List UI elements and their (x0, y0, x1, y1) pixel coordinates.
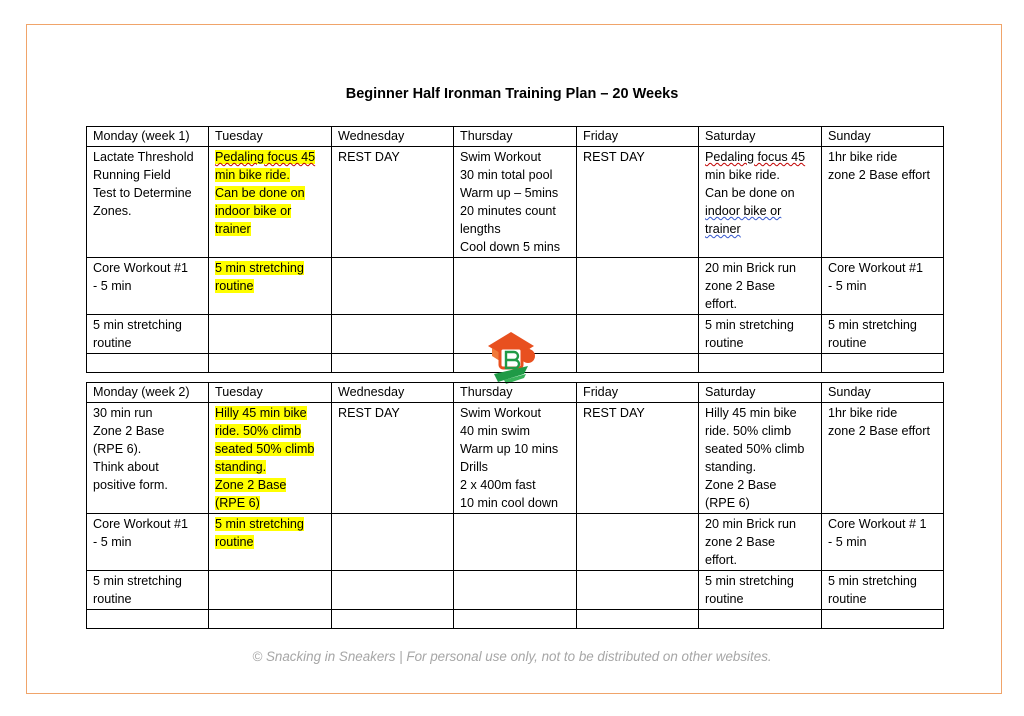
cell-line: Drills (460, 460, 488, 474)
cell-line: 5 min stretching (828, 574, 917, 588)
header-saturday: Saturday (699, 127, 822, 147)
cell-line: Core Workout #1 (93, 261, 188, 275)
cell-friday: REST DAY (577, 403, 699, 514)
cell-line: routine (828, 336, 867, 350)
cell-line: - 5 min (828, 535, 867, 549)
cell-line: standing. (705, 460, 757, 474)
cell-line: Zone 2 Base (215, 478, 287, 492)
cell-monday (87, 571, 209, 610)
cell-line: lengths (460, 222, 501, 236)
cell-line: Can be done on (215, 186, 305, 200)
cell-tuesday (209, 258, 332, 315)
cell-line: - 5 min (93, 279, 132, 293)
cell-tuesday (209, 147, 332, 258)
cell-line: zone 2 Base effort (828, 168, 930, 182)
cell-friday (577, 514, 699, 571)
header-monday: Monday (week 2) (87, 383, 209, 403)
cell-line: seated 50% climb (215, 442, 315, 456)
cell-line: Warm up – 5mins (460, 186, 559, 200)
cell-line: Zone 2 Base (93, 424, 165, 438)
cell-line: Core Workout #1 (828, 261, 923, 275)
table-header-row (87, 383, 944, 403)
cell-friday: REST DAY (577, 147, 699, 258)
copyright-footer: © Snacking in Sneakers | For personal use only, not to be distributed on other websites. (252, 649, 772, 664)
cell-line: trainer (705, 222, 741, 236)
header-wednesday: Wednesday (332, 383, 454, 403)
header-tuesday: Tuesday (209, 127, 332, 147)
cell-line: 30 min total pool (460, 168, 553, 182)
cell-line: (RPE 6). (93, 442, 142, 456)
cell-thursday (454, 571, 577, 610)
cell-line: - 5 min (93, 535, 132, 549)
cell-line: 20 minutes count (460, 204, 556, 218)
cell-friday (577, 571, 699, 610)
cell-line: ride. 50% climb (215, 424, 302, 438)
cell-empty (209, 354, 332, 373)
cell-line (215, 150, 315, 164)
cell-saturday (699, 258, 822, 315)
cell-line: seated 50% climb (705, 442, 805, 456)
header-friday: Friday (577, 383, 699, 403)
cell-line: Can be done on (705, 186, 795, 200)
cell-line: ride. 50% climb (705, 424, 792, 438)
page-title: Beginner Half Ironman Training Plan – 20 Weeks (345, 86, 679, 102)
cell-empty (87, 610, 209, 629)
cell-thursday (454, 514, 577, 571)
cell-sunday (822, 258, 944, 315)
cell-tuesday (209, 571, 332, 610)
header-monday: Monday (week 1) (87, 127, 209, 147)
cell-wednesday: REST DAY (332, 403, 454, 514)
cell-line: 10 min cool down (460, 496, 559, 510)
cell-empty (699, 610, 822, 629)
cell-line: routine (705, 592, 744, 606)
cell-line: Think about (93, 460, 159, 474)
cell-line: zone 2 Base effort (828, 424, 930, 438)
table-row (87, 514, 944, 571)
cell-line: 1hr bike ride (828, 150, 898, 164)
cell-line: effort. (705, 297, 737, 311)
cell-monday (87, 403, 209, 514)
cell-line: indoor bike or (215, 204, 292, 218)
cell-line: min bike ride. (215, 168, 290, 182)
cell-sunday (822, 403, 944, 514)
cell-line: 30 min run (93, 406, 153, 420)
cell-line: zone 2 Base (705, 279, 776, 293)
header-friday: Friday (577, 127, 699, 147)
cell-line: 20 min Brick run (705, 261, 796, 275)
cell-wednesday: REST DAY (332, 147, 454, 258)
cell-empty (454, 610, 577, 629)
header-sunday: Sunday (822, 127, 944, 147)
cell-line: Core Workout # 1 (828, 517, 927, 531)
cell-line: (RPE 6) (705, 496, 750, 510)
cell-wednesday (332, 315, 454, 354)
cell-line: routine (93, 592, 132, 606)
cell-saturday (699, 403, 822, 514)
cell-line: - 5 min (828, 279, 867, 293)
cell-line: routine (93, 336, 132, 350)
cell-line: Test to Determine (93, 186, 192, 200)
cell-line: 5 min stretching (215, 261, 304, 275)
cell-line: 5 min stretching (828, 318, 917, 332)
cell-line: 5 min stretching (93, 574, 182, 588)
cell-tuesday (209, 514, 332, 571)
week-2-table (86, 382, 944, 629)
cell-line: Running Field (93, 168, 171, 182)
header-thursday: Thursday (454, 383, 577, 403)
table-row (87, 258, 944, 315)
cell-empty (577, 354, 699, 373)
cell-line: routine (828, 592, 867, 606)
cell-wednesday (332, 514, 454, 571)
cell-line: positive form. (93, 478, 168, 492)
cell-empty (822, 354, 944, 373)
cell-sunday (822, 571, 944, 610)
header-wednesday: Wednesday (332, 127, 454, 147)
cell-line: Swim Workout (460, 150, 541, 164)
site-logo-icon (484, 330, 538, 386)
cell-line: Hilly 45 min bike (705, 406, 797, 420)
cell-line: 5 min stretching (215, 517, 304, 531)
cell-monday (87, 514, 209, 571)
cell-line: Warm up 10 mins (460, 442, 559, 456)
cell-empty (209, 610, 332, 629)
cell-monday (87, 258, 209, 315)
cell-friday (577, 315, 699, 354)
cell-empty (699, 354, 822, 373)
cell-line-text: Pedaling focus 45 (215, 150, 316, 164)
cell-empty (822, 610, 944, 629)
table-row (87, 147, 944, 258)
cell-line: 5 min stretching (705, 318, 794, 332)
cell-tuesday (209, 403, 332, 514)
cell-line: routine (215, 535, 254, 549)
cell-line: min bike ride. (705, 168, 780, 182)
cell-wednesday (332, 258, 454, 315)
cell-line: effort. (705, 553, 737, 567)
cell-line: 1hr bike ride (828, 406, 898, 420)
cell-line: trainer (215, 222, 251, 236)
table-row (87, 403, 944, 514)
cell-sunday (822, 514, 944, 571)
cell-sunday (822, 315, 944, 354)
cell-saturday (699, 315, 822, 354)
cell-empty (332, 610, 454, 629)
header-saturday: Saturday (699, 383, 822, 403)
cell-line: 5 min stretching (705, 574, 794, 588)
header-tuesday: Tuesday (209, 383, 332, 403)
cell-line: 2 x 400m fast (460, 478, 536, 492)
cell-thursday (454, 258, 577, 315)
cell-line: indoor bike or (705, 204, 782, 218)
cell-line: standing. (215, 460, 267, 474)
table-header-row (87, 127, 944, 147)
cell-friday (577, 258, 699, 315)
cell-line: Cool down 5 mins (460, 240, 561, 254)
cell-line: routine (705, 336, 744, 350)
cell-sunday (822, 147, 944, 258)
cell-saturday (699, 147, 822, 258)
table-row-empty (87, 610, 944, 629)
cell-thursday (454, 147, 577, 258)
cell-saturday (699, 514, 822, 571)
cell-line: Pedaling focus 45 (705, 150, 806, 164)
header-sunday: Sunday (822, 383, 944, 403)
cell-line: (RPE 6) (215, 496, 260, 510)
cell-line: Hilly 45 min bike (215, 406, 307, 420)
table-row (87, 571, 944, 610)
cell-line: Core Workout #1 (93, 517, 188, 531)
cell-monday (87, 147, 209, 258)
cell-empty (577, 610, 699, 629)
cell-line: Lactate Threshold (93, 150, 194, 164)
header-thursday: Thursday (454, 127, 577, 147)
cell-line: routine (215, 279, 254, 293)
cell-saturday (699, 571, 822, 610)
cell-tuesday (209, 315, 332, 354)
cell-empty (87, 354, 209, 373)
cell-line: 40 min swim (460, 424, 530, 438)
cell-thursday (454, 403, 577, 514)
cell-line: Swim Workout (460, 406, 541, 420)
cell-monday (87, 315, 209, 354)
cell-line: Zones. (93, 204, 132, 218)
cell-line: Zone 2 Base (705, 478, 777, 492)
cell-line: 5 min stretching (93, 318, 182, 332)
cell-wednesday (332, 571, 454, 610)
cell-empty (332, 354, 454, 373)
cell-line: zone 2 Base (705, 535, 776, 549)
cell-line: 20 min Brick run (705, 517, 796, 531)
